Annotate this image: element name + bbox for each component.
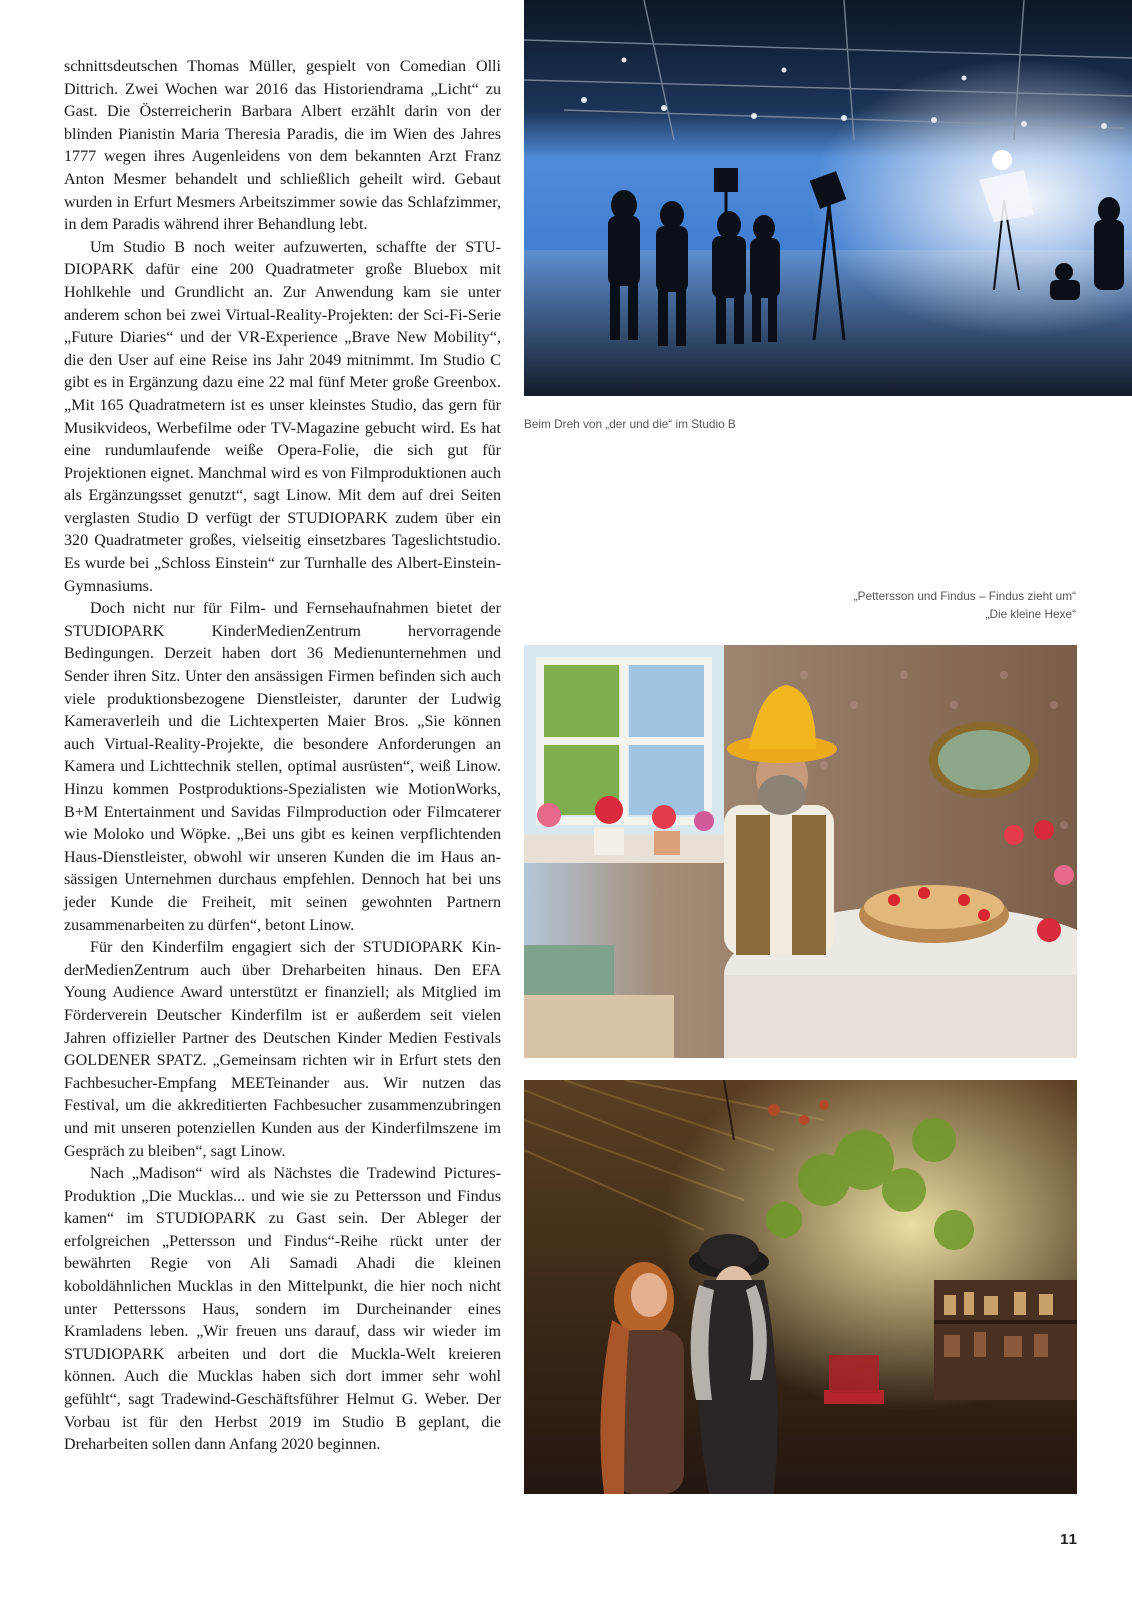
kleine-hexe-photo <box>524 1080 1077 1494</box>
studio-b-photo <box>524 0 1132 396</box>
paragraph-2: Um Studio B noch weiter aufzuwerten, schaffte der STUDIOPARK dafür eine 200 Quadratmeter große Bluebox mit Hohlkehle und Grundlicht an. Zur Anwendung kam sie unter anderem schon bei zwei Virtual-Reality-Projekten: der Sci-Fi-Serie „Future Diaries“ und der VR-Experience „Brave New Mobility“, die den User auf eine Reise ins Jahr 2049 mitnimmt. Im Studio C gibt es in Ergänzung dazu eine 22 mal fünf Meter große Greenbox. „Mit 165 Quadratmetern ist es unser kleinstes Studio, das gern für Musikvideos, Werbefilme oder TV-Magazine gebucht wird. Es hat eine rundumlaufende weiße Opera-Folie, die sich gut für Projektionen eignet. Manchmal wird es von Filmproduktionen auch als Ergänzungsset genutzt“, sagt Linow. Mit dem auf drei Seiten verglasten Studio D verfügt der STUDIOPARK zudem über ein 320 Quadratmeter großes, vielseitig einsetzbares Tageslichtstudio. Es wurde bei „Schloss Einstein“ zur Turnhalle des Albert-Einstein-Gymnasiums. <box>64 238 501 595</box>
right-captions <box>854 587 1076 623</box>
pettersson-findus-photo <box>524 645 1077 1058</box>
article-text <box>64 56 501 1457</box>
caption-hexe: „Die kleine Hexe“ <box>985 607 1076 621</box>
paragraph-4: Für den Kinderfilm engagiert sich der STUDIOPARK KinderMedienZentrum auch über Dreharbeiten hinaus. Den EFA Young Audience Award unterstützt er finanziell; als Mitglied im Förderverein Deutscher Kinderfilm ist er außerdem seit vielen Jahren offizieller Partner des Deutschen Kinder Medien Festivals GOLDENER SPATZ. „Gemeinsam richten wir in Erfurt stets den Fachbesucher-Empfang MEETeinander aus. Wir nutzen das Festival, um die akkreditierten Fachbesucher zusammenzubringen und mit unseren potenziellen Kunden aus der Kinderfilmszene im Gespräch zu bleiben“, sagt Linow. <box>64 939 501 1160</box>
caption-pettersson: „Pettersson und Findus – Findus zieht um“ <box>853 589 1076 603</box>
paragraph-5: Nach „Madison“ wird als Nächstes die Tradewind Pictures-Produktion „Die Mucklas... und wie sie zu Pettersson und Findus kamen“ im STUDIOPARK zu Gast sein. Der Ableger der erfolgreichen „Pettersson und Findus“-Reihe rückt unter der bewährten Regie von Ali Samadi Ahadi die kleinen koboldähnlichen Mucklas in den Mittelpunkt, die hier noch nicht unter Petterssons Haus, sondern im Durcheinander eines Kramladens leben. „Wir freuen uns darauf, dass wir wieder im STUDIOPARK arbeiten und dort die Muckla-Welt kreieren können. Auch die Mucklas haben sich dort immer sehr wohl gefühlt“, sagt Tradewind-Geschäftsführer Helmut G. Weber. Der Vorbau ist für den Herbst 2019 im Studio B geplant, die Dreharbeiten sollen dann Anfang 2020 beginnen. <box>64 1165 501 1454</box>
studio-photo-caption: Beim Dreh von „der und die“ im Studio B <box>524 417 736 431</box>
paragraph-3: Doch nicht nur für Film- und Fernsehaufnahmen bietet der STUDIOPARK KinderMedienZentrum hervorragende Bedingungen. Derzeit haben dort 36 Medienunternehmen und Sender ihren Sitz. Unter den ansässigen Firmen befinden sich auch viele produktionsbezogene Dienstleister, darunter der Ludwig Kameraverleih und die Lichtexperten Maier Bros. „Sie können auch Virtual-Reality-Projekte, die besondere Anforderungen an Kamera und Lichttechnik stellen, optimal ausrüsten“, weiß Linow. Hinzu kommen Postproduktions-Spezialisten wie MotionWorks, B+M Entertainment und Savidas Filmproduction oder Filmcaterer wie Moloko und Wöpke. „Bei uns gibt es keinen verpflichtenden Haus-Dienstleister, obwohl wir unseren Kunden die im Haus ansässigen Unternehmen durchaus empfehlen. Dennoch hat bei uns jeder Kunde die Freiheit, mit seinen gewohnten Partnern zusammenarbeiten zu dürfen“, betont Linow. <box>64 600 501 934</box>
page-number: 11 <box>1060 1531 1078 1548</box>
paragraph-1: schnittsdeutschen Thomas Müller, gespielt von Comedian Olli Dittrich. Zwei Wochen war 2016 das Historiendrama „Licht“ zu Gast. Die Österreicherin Barbara Albert erzählt darin von der blinden Pianistin Maria Theresia Paradis, die im Wien des Jahres 1777 wegen ihres Augenleidens von dem bekannten Arzt Franz Anton Mesmer behandelt und schließlich geheilt wird. Gebaut wurden in Erfurt Mesmers Arbeitszimmer sowie das Schlafzimmer, in dem Paradis während ihrer Behandlung lebt. <box>64 58 501 234</box>
